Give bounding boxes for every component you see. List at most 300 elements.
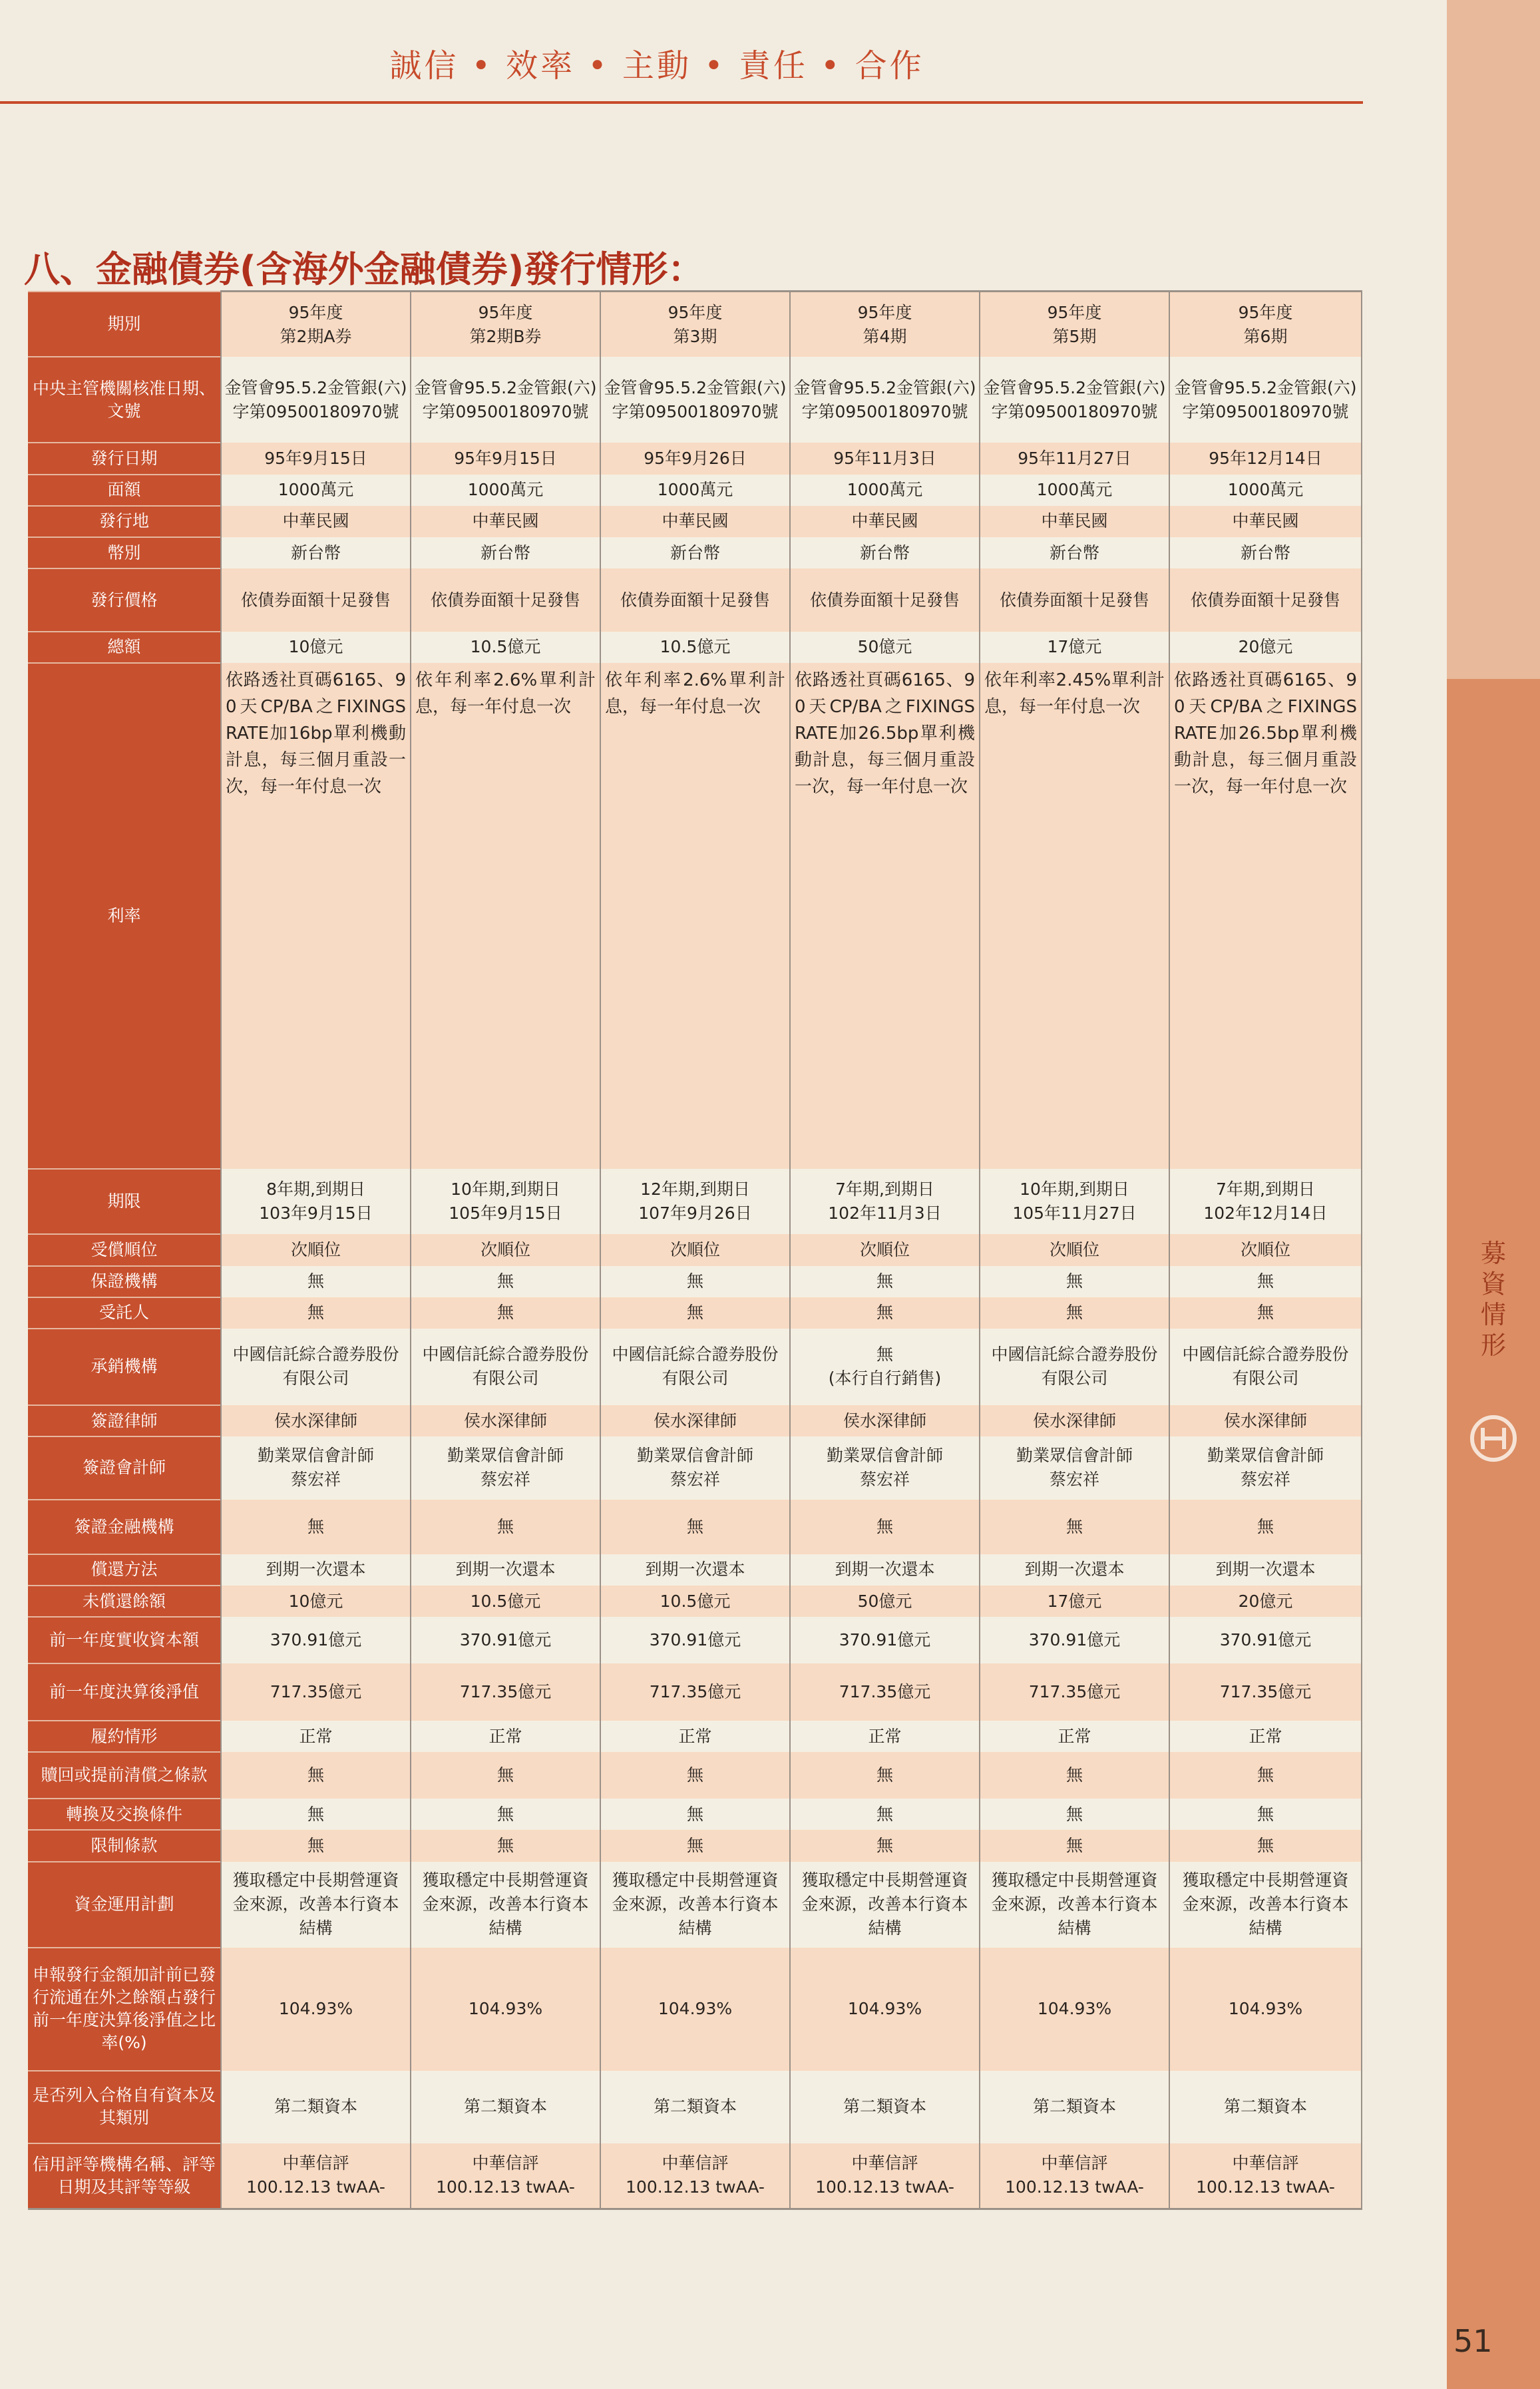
cell-text: 95年度 [288, 302, 343, 322]
cell-text: 無 [496, 1836, 514, 1856]
cell-text: 中國信託綜合證券股份 [1182, 1345, 1349, 1365]
cell-text: 95年度 [478, 302, 533, 322]
cell-text: 10年期,到期日 [1020, 1180, 1129, 1199]
table-cell [980, 443, 1169, 474]
table-cell [411, 1799, 600, 1830]
row-label: 前一年度實收資本額 [28, 1617, 221, 1663]
table-cell [411, 1752, 600, 1799]
table-cell [411, 632, 600, 663]
table-cell [221, 1266, 411, 1297]
table-row [28, 1405, 1362, 1436]
table-cell [790, 632, 980, 663]
cell-text: 717.35億元 [270, 1682, 362, 1702]
cell-text: 依年利率2.45%單利計息，每一年付息一次 [984, 670, 1165, 717]
table-cell [221, 1297, 411, 1329]
table-cell [790, 443, 980, 474]
cell-text: 95年度 [668, 302, 723, 322]
table-cell [600, 1799, 790, 1830]
cell-text: 依債券面額十足發售 [999, 590, 1149, 610]
cell-text: 勤業眾信會計師 [636, 1446, 753, 1466]
cell-text: 中國信託綜合證券股份 [422, 1345, 589, 1365]
table-cell [1169, 443, 1362, 474]
cell-text: 獲取穩定中長期營運資 [801, 1870, 968, 1890]
cell-text: 105年11月27日 [1012, 1203, 1137, 1223]
table-cell [1169, 1234, 1362, 1265]
cell-text: 第2期B券 [469, 326, 542, 346]
table-cell [1169, 632, 1362, 663]
cell-text: 無 [686, 1271, 703, 1291]
cell-text: 717.35億元 [649, 1682, 741, 1702]
table-cell [1169, 568, 1362, 631]
cell-text: 7年期,到期日 [835, 1180, 934, 1199]
cell-text: 中華信評 [472, 2153, 539, 2173]
table-cell [221, 1799, 411, 1830]
table-row [28, 1436, 1362, 1499]
table-cell [600, 1500, 790, 1554]
table-cell [411, 1234, 600, 1265]
table-cell [980, 1721, 1169, 1752]
table-cell [980, 1169, 1169, 1235]
table-cell [1169, 1266, 1362, 1297]
cell-text: 無 [307, 1804, 324, 1824]
cell-text: 第4期 [863, 326, 907, 346]
cell-text: 依路透社頁碼6165、90天CP/BA之FIXINGS RATE加26.5bp單利機動計息，每三個月重設一次，每一年付息一次 [1174, 670, 1357, 797]
cell-text: 95年9月15日 [264, 449, 367, 469]
table-row [28, 443, 1362, 474]
row-label: 限制條款 [28, 1830, 221, 1861]
table-cell [600, 1862, 790, 1948]
table-cell [980, 2143, 1169, 2209]
table-cell [600, 1663, 790, 1721]
row-label: 簽證金融機構 [28, 1500, 221, 1554]
cell-text: (本行自行銷售) [828, 1369, 942, 1389]
cell-text: 中華民國 [1041, 511, 1108, 531]
table-cell [980, 1799, 1169, 1830]
cell-text: 20億元 [1238, 637, 1293, 657]
cell-text: 370.91億元 [649, 1630, 741, 1650]
table-cell [221, 1405, 411, 1436]
table-cell [600, 537, 790, 568]
table-cell [600, 1436, 790, 1499]
cell-text: 104.93% [847, 1999, 922, 2019]
cell-text: 到期一次還本 [1215, 1560, 1316, 1580]
table-cell [1169, 2143, 1362, 2209]
cell-text: 370.91億元 [1028, 1630, 1121, 1650]
cell-text: 100.12.13 twAA- [1005, 2177, 1144, 2197]
cell-text: 無 [686, 1516, 703, 1536]
table-cell [411, 292, 600, 357]
table-row [28, 1862, 1362, 1948]
cell-text: 有限公司 [1232, 1369, 1299, 1389]
cell-text: 新台幣 [1049, 543, 1099, 562]
table-cell [411, 568, 600, 631]
table-cell [600, 1266, 790, 1297]
cell-text: 侯水深律師 [1032, 1411, 1116, 1430]
cell-text: 結構 [678, 1918, 712, 1938]
cell-text: 次順位 [1049, 1239, 1099, 1259]
table-cell [980, 1586, 1169, 1617]
table-cell [980, 663, 1169, 1169]
row-label: 期別 [28, 292, 221, 357]
cell-text: 無 [1256, 1765, 1274, 1785]
cell-text: 獲取穩定中長期營運資 [422, 1870, 589, 1890]
cell-text: 金管會95.5.2金管銀(六) [224, 377, 407, 397]
cell-text: 正常 [868, 1726, 902, 1746]
row-label: 發行價格 [28, 568, 221, 631]
table-cell [980, 1554, 1169, 1586]
table-cell [221, 1862, 411, 1948]
row-label: 發行日期 [28, 443, 221, 474]
row-label: 承銷機構 [28, 1329, 221, 1405]
cell-text: 1000萬元 [467, 480, 544, 500]
cell-text: 字第09500180970號 [1182, 401, 1349, 421]
cell-text: 蔡宏祥 [480, 1470, 530, 1490]
table-cell [1169, 1721, 1362, 1752]
cell-text: 無 [307, 1516, 324, 1536]
cell-text: 第6期 [1243, 326, 1288, 346]
cell-text: 無 [496, 1303, 514, 1323]
cell-text: 次順位 [670, 1239, 720, 1259]
cell-text: 50億元 [857, 1591, 912, 1611]
table-cell [790, 1329, 980, 1405]
cell-text: 100.12.13 twAA- [1196, 2177, 1335, 2197]
row-label: 簽證會計師 [28, 1436, 221, 1499]
cell-text: 17億元 [1047, 637, 1102, 657]
cell-text: 依債券面額十足發售 [809, 590, 960, 610]
cell-text: 金來源，改善本行資本 [422, 1894, 589, 1914]
table-cell [790, 1862, 980, 1948]
cell-text: 103年9月15日 [259, 1203, 373, 1223]
table-cell [790, 357, 980, 443]
table-cell [1169, 506, 1362, 537]
table-cell [600, 1752, 790, 1799]
table-cell [221, 292, 411, 357]
cell-text: 100.12.13 twAA- [246, 2177, 385, 2197]
cell-text: 10億元 [288, 1591, 343, 1611]
cell-text: 無 [1256, 1271, 1274, 1291]
cell-text: 無 [307, 1836, 324, 1856]
cell-text: 中華民國 [1232, 511, 1299, 531]
cell-text: 新台幣 [670, 543, 720, 562]
cell-text: 無 [686, 1836, 703, 1856]
side-tab-label: 募資情形 [1480, 1239, 1506, 1360]
table-cell [221, 1554, 411, 1586]
table-cell [1169, 537, 1362, 568]
table-cell [600, 1169, 790, 1235]
table-cell [980, 1405, 1169, 1436]
cell-text: 10年期,到期日 [451, 1180, 560, 1199]
table-cell [980, 537, 1169, 568]
table-cell [411, 475, 600, 506]
table-row [28, 1617, 1362, 1663]
table-cell [411, 1554, 600, 1586]
cell-text: 104.93% [1228, 1999, 1303, 2019]
row-label: 保證機構 [28, 1266, 221, 1297]
table-cell [1169, 1663, 1362, 1721]
cell-text: 中華信評 [851, 2153, 918, 2173]
row-label: 簽證律師 [28, 1405, 221, 1436]
table-cell [411, 443, 600, 474]
table-cell [221, 2143, 411, 2209]
table-cell [221, 475, 411, 506]
table-row [28, 632, 1362, 663]
cell-text: 102年12月14日 [1203, 1203, 1328, 1223]
cell-text: 第3期 [673, 326, 717, 346]
table-cell [790, 1948, 980, 2071]
table-row [28, 1948, 1362, 2071]
table-cell [980, 1500, 1169, 1554]
table-row [28, 506, 1362, 537]
cell-text: 無 [876, 1516, 893, 1536]
cell-text: 次順位 [290, 1239, 341, 1259]
cell-text: 無 [307, 1303, 324, 1323]
table-cell [411, 1830, 600, 1861]
cell-text: 1000萬元 [657, 480, 733, 500]
table-cell [600, 1297, 790, 1329]
cell-text: 104.93% [278, 1999, 353, 2019]
cell-text: 無 [496, 1271, 514, 1291]
cell-text: 100.12.13 twAA- [626, 2177, 765, 2197]
cell-text: 95年11月3日 [833, 449, 936, 469]
cell-text: 無 [496, 1765, 514, 1785]
table-cell [980, 1948, 1169, 2071]
table-row [28, 663, 1362, 1169]
cell-text: 中華信評 [282, 2153, 349, 2173]
cell-text: 100.12.13 twAA- [436, 2177, 575, 2197]
table-row [28, 1169, 1362, 1235]
table-cell [790, 1586, 980, 1617]
cell-text: 100.12.13 twAA- [815, 2177, 954, 2197]
cell-text: 95年度 [1238, 302, 1293, 322]
row-label: 發行地 [28, 506, 221, 537]
table-row [28, 1663, 1362, 1721]
table-cell [980, 1663, 1169, 1721]
table-cell [600, 663, 790, 1169]
cell-text: 第二類資本 [463, 2097, 547, 2117]
cell-text: 結構 [1058, 1918, 1091, 1938]
table-cell [1169, 1297, 1362, 1329]
cell-text: 104.93% [468, 1999, 543, 2019]
cell-text: 勤業眾信會計師 [257, 1446, 374, 1466]
table-cell [790, 1436, 980, 1499]
cell-text: 獲取穩定中長期營運資 [612, 1870, 779, 1890]
table-cell [600, 632, 790, 663]
cell-text: 717.35億元 [1219, 1682, 1312, 1702]
table-cell [980, 1752, 1169, 1799]
table-cell [790, 475, 980, 506]
cell-text: 勤業眾信會計師 [447, 1446, 564, 1466]
cell-text: 中華民國 [851, 511, 918, 531]
cell-text: 正常 [678, 1726, 712, 1746]
table-cell [411, 1617, 600, 1663]
cell-text: 17億元 [1047, 1591, 1102, 1611]
cell-text: 金來源，改善本行資本 [801, 1894, 968, 1914]
cell-text: 蔡宏祥 [290, 1470, 341, 1490]
side-tab [1447, 679, 1540, 2389]
cell-text: 無 [876, 1836, 893, 1856]
cell-text: 107年9月26日 [638, 1203, 752, 1223]
row-label: 中央主管機關核准日期、文號 [28, 357, 221, 443]
table-row [28, 537, 1362, 568]
cell-text: 到期一次還本 [266, 1560, 366, 1580]
cell-text: 新台幣 [480, 543, 530, 562]
cell-text: 蔡宏祥 [1240, 1470, 1290, 1490]
cell-text: 第二類資本 [653, 2097, 737, 2117]
cell-text: 無 [1256, 1516, 1274, 1536]
table-row [28, 1234, 1362, 1265]
row-label: 申報發行金額加計前已發行流通在外之餘額占發行前一年度決算後淨值之比率(%) [28, 1948, 221, 2071]
cell-text: 金管會95.5.2金管銀(六) [604, 377, 787, 397]
table-cell [980, 1266, 1169, 1297]
table-cell [600, 2143, 790, 2209]
cell-text: 20億元 [1238, 1591, 1293, 1611]
cell-text: 新台幣 [290, 543, 341, 562]
cell-text: 勤業眾信會計師 [1207, 1446, 1324, 1466]
row-label: 轉換及交換條件 [28, 1799, 221, 1830]
table-cell [790, 2071, 980, 2143]
cell-text: 依路透社頁碼6165、90天CP/BA之FIXINGS RATE加16bp單利機動計息，每三個月重設一次，每一年付息一次 [226, 670, 406, 797]
table-cell [980, 475, 1169, 506]
cell-text: 95年9月15日 [454, 449, 557, 469]
cell-text: 無 [876, 1765, 893, 1785]
table-cell [221, 1663, 411, 1721]
table-row [28, 1266, 1362, 1297]
cell-text: 無 [1256, 1804, 1274, 1824]
cell-text: 金管會95.5.2金管銀(六) [983, 377, 1166, 397]
cell-text: 無 [876, 1271, 893, 1291]
table-cell [600, 1721, 790, 1752]
table-cell [980, 1862, 1169, 1948]
cell-text: 正常 [299, 1726, 333, 1746]
table-cell [1169, 1586, 1362, 1617]
cell-text: 第5期 [1052, 326, 1097, 346]
table-cell [221, 1500, 411, 1554]
table-cell [1169, 1169, 1362, 1235]
cell-text: 依年利率2.6%單利計息，每一年付息一次 [605, 670, 785, 717]
cell-text: 有限公司 [282, 1369, 349, 1389]
cell-text: 1000萬元 [847, 480, 923, 500]
table-cell [221, 1234, 411, 1265]
table-cell [980, 1436, 1169, 1499]
cell-text: 第2期A券 [280, 326, 352, 346]
cell-text: 到期一次還本 [835, 1560, 935, 1580]
table-cell [790, 1266, 980, 1297]
cell-text: 中華民國 [662, 511, 729, 531]
table-cell [1169, 1862, 1362, 1948]
table-cell [411, 1721, 600, 1752]
row-label: 資金運用計劃 [28, 1862, 221, 1948]
cell-text: 依債券面額十足發售 [430, 590, 580, 610]
cell-text: 金管會95.5.2金管銀(六) [414, 377, 597, 397]
table-cell [980, 357, 1169, 443]
cell-text: 第二類資本 [1223, 2097, 1307, 2117]
table-cell [221, 1948, 411, 2071]
cell-text: 無 [876, 1345, 893, 1365]
row-label: 幣別 [28, 537, 221, 568]
table-row [28, 568, 1362, 631]
cell-text: 無 [1256, 1836, 1274, 1856]
table-cell [790, 1830, 980, 1861]
table-cell [1169, 1405, 1362, 1436]
table-cell [980, 632, 1169, 663]
table-row [28, 1752, 1362, 1799]
cell-text: 無 [686, 1303, 703, 1323]
cell-text: 有限公司 [472, 1369, 539, 1389]
cell-text: 勤業眾信會計師 [1016, 1446, 1133, 1466]
cell-text: 8年期,到期日 [266, 1180, 365, 1199]
cell-text: 第二類資本 [274, 2097, 357, 2117]
cell-text: 95年9月26日 [644, 449, 747, 469]
cell-text: 金管會95.5.2金管銀(六) [793, 377, 976, 397]
table-cell [411, 1329, 600, 1405]
cell-text: 10.5億元 [660, 637, 731, 657]
cell-text: 蔡宏祥 [670, 1470, 720, 1490]
table-cell [790, 506, 980, 537]
row-label: 利率 [28, 663, 221, 1169]
table-cell [411, 357, 600, 443]
cell-text: 依債券面額十足發售 [620, 590, 770, 610]
table-cell [790, 1234, 980, 1265]
cell-text: 無 [1065, 1271, 1083, 1291]
table-cell [790, 1617, 980, 1663]
table-cell [221, 506, 411, 537]
cell-text: 1000萬元 [1036, 480, 1113, 500]
cell-text: 102年11月3日 [828, 1203, 942, 1223]
row-label: 履約情形 [28, 1721, 221, 1752]
cell-text: 金來源，改善本行資本 [1182, 1894, 1349, 1914]
table-cell [1169, 292, 1362, 357]
table-cell [411, 1663, 600, 1721]
table-cell [411, 1948, 600, 2071]
cell-text: 12年期,到期日 [640, 1180, 750, 1199]
cell-text: 結構 [488, 1918, 522, 1938]
cell-text: 第二類資本 [1032, 2097, 1116, 2117]
row-label: 受償順位 [28, 1234, 221, 1265]
cell-text: 有限公司 [662, 1369, 729, 1389]
cell-text: 結構 [1249, 1918, 1282, 1938]
table-cell [790, 1752, 980, 1799]
table-cell [790, 568, 980, 631]
row-label: 未償還餘額 [28, 1586, 221, 1617]
cell-text: 獲取穩定中長期營運資 [232, 1870, 399, 1890]
table-cell [980, 1234, 1169, 1265]
section-title: 八、金融債券(含海外金融債券)發行情形： [24, 248, 704, 290]
table-cell [600, 506, 790, 537]
cell-text: 到期一次還本 [1024, 1560, 1125, 1580]
cell-text: 蔡宏祥 [1049, 1470, 1099, 1490]
side-tab-top [1447, 0, 1540, 679]
cell-text: 依債券面額十足發售 [1190, 590, 1340, 610]
cell-text: 結構 [868, 1918, 902, 1938]
table-cell [1169, 1830, 1362, 1861]
table-row [28, 1329, 1362, 1405]
table-cell [980, 506, 1169, 537]
table-cell [221, 1721, 411, 1752]
cell-text: 中國信託綜合證券股份 [991, 1345, 1158, 1365]
cell-text: 無 [1065, 1303, 1083, 1323]
table-cell [980, 1617, 1169, 1663]
cell-text: 侯水深律師 [463, 1411, 547, 1430]
table-cell [1169, 1799, 1362, 1830]
table-cell [221, 443, 411, 474]
table-cell [600, 443, 790, 474]
table-cell [1169, 357, 1362, 443]
cell-text: 370.91億元 [1219, 1630, 1312, 1650]
row-label: 是否列入合格自有資本及其類別 [28, 2071, 221, 2143]
row-label: 信用評等機構名稱、評等日期及其評等等級 [28, 2143, 221, 2209]
cell-text: 無 [1065, 1804, 1083, 1824]
row-label: 前一年度決算後淨值 [28, 1663, 221, 1721]
